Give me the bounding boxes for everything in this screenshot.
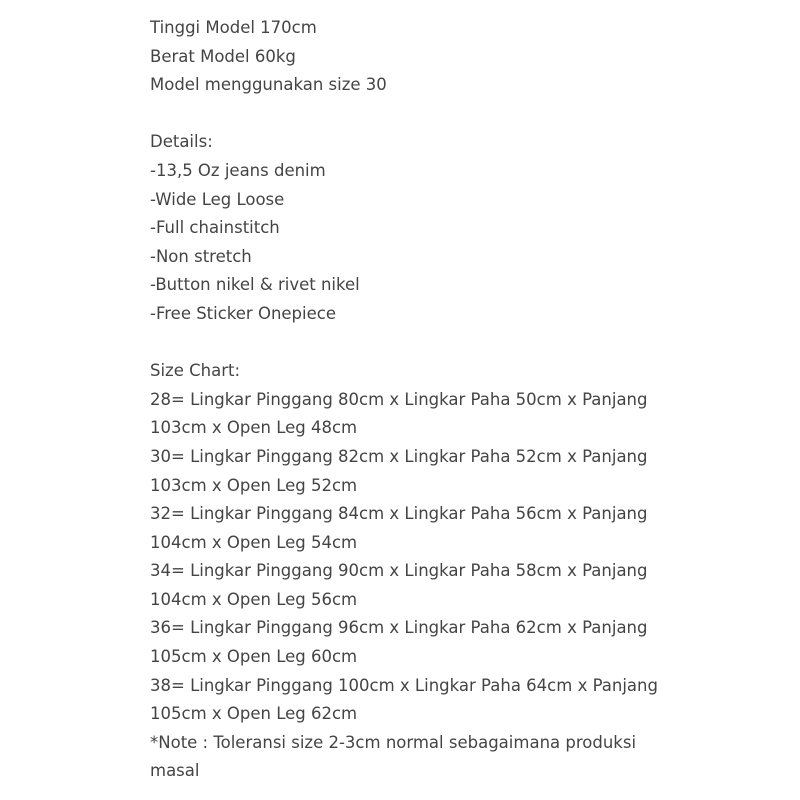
model-weight-text: Berat Model 60kg <box>150 46 296 66</box>
details-item: -Wide Leg Loose <box>150 189 285 209</box>
size-chart-row: 38= Lingkar Pinggang 100cm x Lingkar Paha 64cm x Panjang <box>150 675 658 695</box>
product-description <box>150 14 780 786</box>
size-chart-row-continued: 105cm x Open Leg 60cm <box>150 647 358 667</box>
details-item: -13,5 Oz jeans denim <box>150 160 326 180</box>
size-chart-row-continued: 105cm x Open Leg 62cm <box>150 704 358 724</box>
model-height-text: Tinggi Model 170cm <box>150 18 317 37</box>
size-chart-row-continued: 103cm x Open Leg 52cm <box>150 475 358 495</box>
size-chart-row-continued: 103cm x Open Leg 48cm <box>150 418 358 438</box>
details-item: -Non stretch <box>150 246 252 266</box>
size-chart-heading: Size Chart: <box>150 361 241 381</box>
model-size-text: Model menggunakan size 30 <box>150 75 387 95</box>
size-chart-row-continued: 104cm x Open Leg 54cm <box>150 532 358 552</box>
spacer <box>150 329 780 358</box>
size-chart-row-continued: 104cm x Open Leg 56cm <box>150 589 358 609</box>
size-chart-row: 36= Lingkar Pinggang 96cm x Lingkar Paha 62cm x Panjang <box>150 618 648 638</box>
details-item: -Full chainstitch <box>150 218 280 238</box>
details-item: -Button nikel & rivet nikel <box>150 275 360 295</box>
size-chart-row: 32= Lingkar Pinggang 84cm x Lingkar Paha 56cm x Panjang <box>150 504 648 524</box>
tolerance-note: *Note : Toleransi size 2-3cm normal sebagaimana produksi <box>150 732 637 752</box>
size-chart-row: 34= Lingkar Pinggang 90cm x Lingkar Paha 58cm x Panjang <box>150 561 648 581</box>
tolerance-note-continued: masal <box>150 761 200 781</box>
size-chart-row: 30= Lingkar Pinggang 82cm x Lingkar Paha 52cm x Panjang <box>150 446 648 466</box>
details-heading: Details: <box>150 132 213 152</box>
size-chart-row: 28= Lingkar Pinggang 80cm x Lingkar Paha 50cm x Panjang <box>150 389 648 409</box>
details-item: -Free Sticker Onepiece <box>150 303 336 323</box>
spacer <box>150 100 780 129</box>
